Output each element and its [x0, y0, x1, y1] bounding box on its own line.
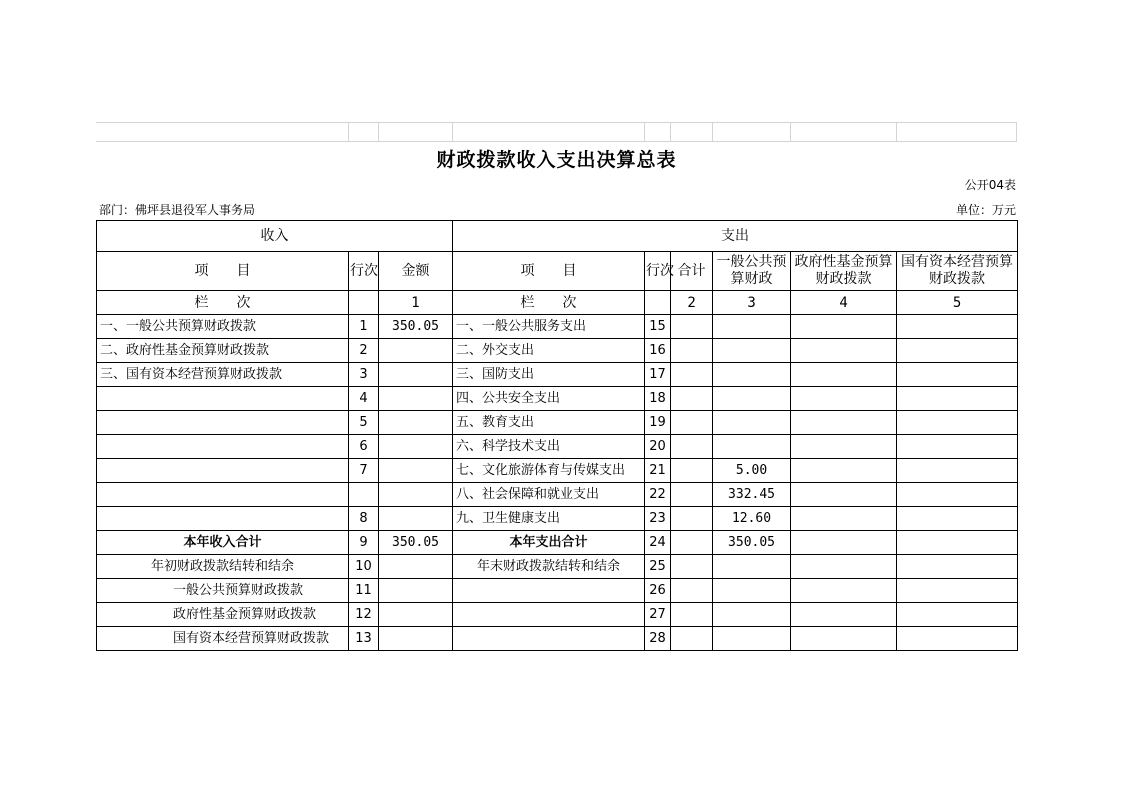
income-seq-cell: 3 — [349, 363, 379, 387]
col-income-amount: 金额 — [379, 252, 453, 291]
general-cell: 12.60 — [713, 507, 791, 531]
table-row — [97, 459, 1018, 483]
fund-cell — [791, 339, 897, 363]
table-row — [97, 387, 1018, 411]
col-index-3: 3 — [713, 291, 791, 315]
income-seq-cell: 9 — [349, 531, 379, 555]
total-cell — [671, 459, 713, 483]
header-row-columns — [97, 252, 1018, 291]
state-cell — [897, 363, 1018, 387]
state-cell — [897, 387, 1018, 411]
total-cell — [671, 339, 713, 363]
total-cell — [671, 387, 713, 411]
state-cell — [897, 555, 1018, 579]
unit-label: 单位：万元 — [955, 203, 1016, 217]
general-cell — [713, 339, 791, 363]
budget-table — [96, 220, 1018, 651]
table-row — [97, 315, 1018, 339]
income-item-cell: 年初财政拨款结转和结余 — [97, 555, 349, 579]
expense-seq-cell: 20 — [645, 435, 671, 459]
income-amount-cell — [379, 339, 453, 363]
income-item-cell: 一般公共预算财政拨款 — [97, 579, 349, 603]
expense-seq-cell: 17 — [645, 363, 671, 387]
col-expense-item: 项 目 — [453, 252, 645, 291]
general-cell — [713, 627, 791, 651]
col-state: 国有资本经营预算财政拨款 — [897, 252, 1018, 291]
fund-cell — [791, 315, 897, 339]
general-cell — [713, 411, 791, 435]
expense-item-cell: 五、教育支出 — [453, 411, 645, 435]
state-cell — [897, 603, 1018, 627]
expense-item-cell: 三、国防支出 — [453, 363, 645, 387]
income-amount-cell — [379, 483, 453, 507]
income-item-cell: 二、政府性基金预算财政拨款 — [97, 339, 349, 363]
income-seq-cell: 10 — [349, 555, 379, 579]
state-cell — [897, 483, 1018, 507]
income-amount-cell: 350.05 — [379, 315, 453, 339]
income-amount-cell — [379, 459, 453, 483]
col-income-item: 项 目 — [97, 252, 349, 291]
state-cell — [897, 339, 1018, 363]
table-row — [97, 531, 1018, 555]
state-cell — [897, 579, 1018, 603]
fund-cell — [791, 435, 897, 459]
general-cell: 350.05 — [713, 531, 791, 555]
income-amount-cell — [379, 363, 453, 387]
income-item-cell: 三、国有资本经营预算财政拨款 — [97, 363, 349, 387]
report-title: 财政拨款收入支出决算总表 — [436, 149, 677, 171]
expense-item-cell: 一、一般公共服务支出 — [453, 315, 645, 339]
fund-cell — [791, 603, 897, 627]
total-cell — [671, 363, 713, 387]
expense-item-cell — [453, 603, 645, 627]
general-cell — [713, 363, 791, 387]
income-seq-cell: 4 — [349, 387, 379, 411]
col-index-blank — [349, 291, 379, 315]
expense-seq-cell: 27 — [645, 603, 671, 627]
sheet-gridlines — [96, 122, 1017, 142]
income-seq-cell: 13 — [349, 627, 379, 651]
income-header: 收入 — [97, 221, 453, 252]
table-row — [97, 411, 1018, 435]
income-item-cell: 国有资本经营预算财政拨款 — [97, 627, 349, 651]
expense-item-cell: 六、科学技术支出 — [453, 435, 645, 459]
income-seq-cell — [349, 483, 379, 507]
fund-cell — [791, 363, 897, 387]
income-item-cell: 本年收入合计 — [97, 531, 349, 555]
income-amount-cell — [379, 387, 453, 411]
income-item-cell — [97, 483, 349, 507]
expense-seq-cell: 18 — [645, 387, 671, 411]
table-row — [97, 603, 1018, 627]
income-seq-cell: 2 — [349, 339, 379, 363]
fund-cell — [791, 531, 897, 555]
expense-seq-cell: 26 — [645, 579, 671, 603]
table-row — [97, 507, 1018, 531]
income-item-cell: 一、一般公共预算财政拨款 — [97, 315, 349, 339]
expense-item-cell — [453, 579, 645, 603]
table-row — [97, 483, 1018, 507]
total-cell — [671, 579, 713, 603]
general-cell: 332.45 — [713, 483, 791, 507]
total-cell — [671, 555, 713, 579]
col-index-2: 2 — [671, 291, 713, 315]
expense-header: 支出 — [453, 221, 1018, 252]
income-seq-cell: 1 — [349, 315, 379, 339]
col-income-seq: 行次 — [349, 252, 379, 291]
expense-item-cell: 七、文化旅游体育与传媒支出 — [453, 459, 645, 483]
header-row-index — [97, 291, 1018, 315]
col-total: 合计 — [671, 252, 713, 291]
total-cell — [671, 531, 713, 555]
general-cell — [713, 435, 791, 459]
fund-cell — [791, 387, 897, 411]
expense-seq-cell: 28 — [645, 627, 671, 651]
general-cell — [713, 387, 791, 411]
general-cell — [713, 603, 791, 627]
income-seq-cell: 5 — [349, 411, 379, 435]
general-cell — [713, 579, 791, 603]
general-cell — [713, 555, 791, 579]
income-amount-cell — [379, 435, 453, 459]
fund-cell — [791, 507, 897, 531]
state-cell — [897, 531, 1018, 555]
fund-cell — [791, 411, 897, 435]
income-amount-cell — [379, 555, 453, 579]
form-code: 公开04表 — [964, 178, 1016, 192]
fund-cell — [791, 459, 897, 483]
income-amount-cell — [379, 411, 453, 435]
table-row — [97, 555, 1018, 579]
income-seq-cell: 11 — [349, 579, 379, 603]
expense-item-cell: 二、外交支出 — [453, 339, 645, 363]
expense-seq-cell: 19 — [645, 411, 671, 435]
header-row-sections — [97, 221, 1018, 252]
total-cell — [671, 483, 713, 507]
income-amount-cell — [379, 603, 453, 627]
expense-seq-cell: 16 — [645, 339, 671, 363]
fund-cell — [791, 579, 897, 603]
income-seq-cell: 6 — [349, 435, 379, 459]
income-item-cell: 政府性基金预算财政拨款 — [97, 603, 349, 627]
col-fund: 政府性基金预算财政拨款 — [791, 252, 897, 291]
expense-seq-cell: 21 — [645, 459, 671, 483]
total-cell — [671, 603, 713, 627]
table-row — [97, 435, 1018, 459]
table-body — [97, 315, 1018, 651]
income-item-cell — [97, 411, 349, 435]
expense-seq-cell: 23 — [645, 507, 671, 531]
expense-item-cell: 年末财政拨款结转和结余 — [453, 555, 645, 579]
income-item-cell — [97, 507, 349, 531]
col-index-1: 1 — [379, 291, 453, 315]
income-item-cell — [97, 387, 349, 411]
state-cell — [897, 459, 1018, 483]
state-cell — [897, 435, 1018, 459]
state-cell — [897, 507, 1018, 531]
income-amount-cell — [379, 507, 453, 531]
general-cell — [713, 315, 791, 339]
table-row — [97, 363, 1018, 387]
total-cell — [671, 507, 713, 531]
income-amount-cell: 350.05 — [379, 531, 453, 555]
state-cell — [897, 315, 1018, 339]
income-amount-cell — [379, 579, 453, 603]
income-seq-cell: 8 — [349, 507, 379, 531]
col-label-income: 栏 次 — [97, 291, 349, 315]
expense-item-cell: 九、卫生健康支出 — [453, 507, 645, 531]
fund-cell — [791, 555, 897, 579]
expense-item-cell — [453, 627, 645, 651]
state-cell — [897, 411, 1018, 435]
expense-item-cell: 四、公共安全支出 — [453, 387, 645, 411]
general-cell: 5.00 — [713, 459, 791, 483]
total-cell — [671, 627, 713, 651]
income-seq-cell: 7 — [349, 459, 379, 483]
col-expense-seq: 行次 — [645, 252, 671, 291]
total-cell — [671, 411, 713, 435]
expense-item-cell: 本年支出合计 — [453, 531, 645, 555]
state-cell — [897, 627, 1018, 651]
col-index-blank-2 — [645, 291, 671, 315]
col-index-5: 5 — [897, 291, 1018, 315]
income-item-cell — [97, 459, 349, 483]
total-cell — [671, 435, 713, 459]
total-cell — [671, 315, 713, 339]
expense-seq-cell: 24 — [645, 531, 671, 555]
col-label-expense: 栏 次 — [453, 291, 645, 315]
table-row — [97, 627, 1018, 651]
table-row — [97, 339, 1018, 363]
table-row — [97, 579, 1018, 603]
income-seq-cell: 12 — [349, 603, 379, 627]
fund-cell — [791, 627, 897, 651]
expense-seq-cell: 25 — [645, 555, 671, 579]
income-amount-cell — [379, 627, 453, 651]
fund-cell — [791, 483, 897, 507]
col-general: 一般公共预算财政 — [713, 252, 791, 291]
expense-seq-cell: 22 — [645, 483, 671, 507]
col-index-4: 4 — [791, 291, 897, 315]
expense-seq-cell: 15 — [645, 315, 671, 339]
department-label: 部门：佛坪县退役军人事务局 — [99, 203, 256, 217]
income-item-cell — [97, 435, 349, 459]
expense-item-cell: 八、社会保障和就业支出 — [453, 483, 645, 507]
